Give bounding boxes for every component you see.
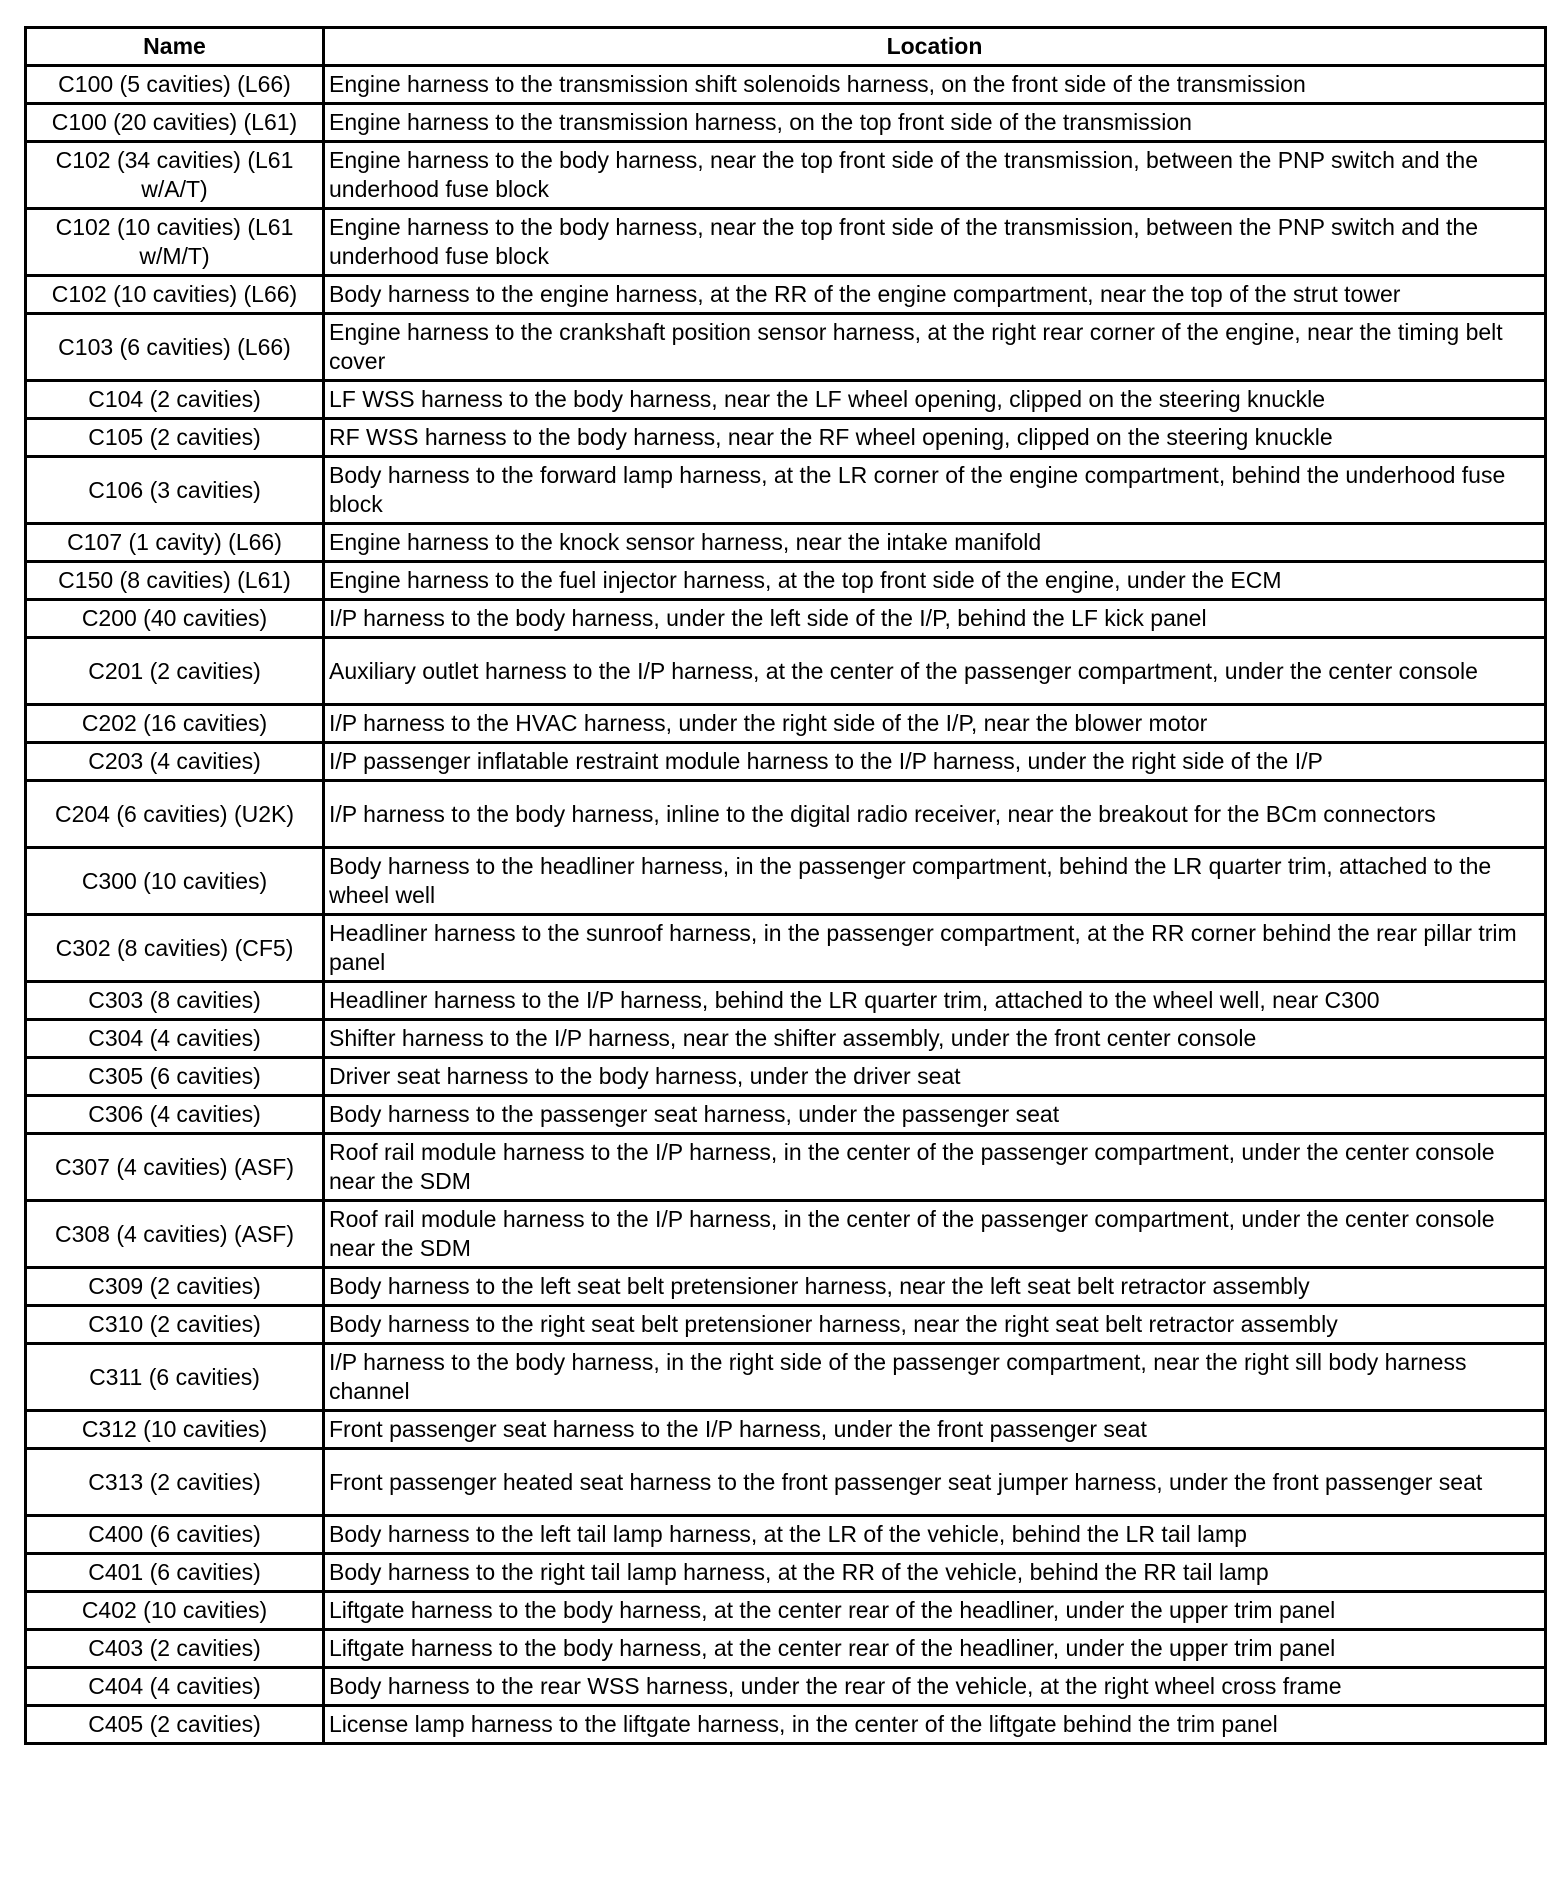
table-row <box>26 562 1546 600</box>
connector-location-cell: Liftgate harness to the body harness, at the center rear of the headliner, under the upper trim panel <box>324 1592 1546 1630</box>
table-row <box>26 638 1546 705</box>
connector-location-cell: Engine harness to the body harness, near the top front side of the transmission, between the PNP switch and the underhood fuse block <box>324 142 1546 209</box>
connector-name-cell: C309 (2 cavities) <box>26 1268 324 1306</box>
connector-location-cell: Engine harness to the knock sensor harness, near the intake manifold <box>324 524 1546 562</box>
header-name: Name <box>26 28 324 66</box>
connector-location-cell: Body harness to the right seat belt pretensioner harness, near the right seat belt retractor assembly <box>324 1306 1546 1344</box>
connector-location-cell: Liftgate harness to the body harness, at the center rear of the headliner, under the upper trim panel <box>324 1630 1546 1668</box>
connector-location-cell: Headliner harness to the sunroof harness, in the passenger compartment, at the RR corner behind the rear pillar trim panel <box>324 915 1546 982</box>
connector-name-cell: C304 (4 cavities) <box>26 1020 324 1058</box>
connector-name-cell: C405 (2 cavities) <box>26 1706 324 1744</box>
connector-location-cell: Headliner harness to the I/P harness, behind the LR quarter trim, attached to the wheel well, near C300 <box>324 982 1546 1020</box>
connector-name-cell: C310 (2 cavities) <box>26 1306 324 1344</box>
table-row <box>26 1058 1546 1096</box>
connector-location-cell: Front passenger seat harness to the I/P harness, under the front passenger seat <box>324 1411 1546 1449</box>
connector-name-cell: C102 (10 cavities) (L66) <box>26 276 324 314</box>
table-row <box>26 66 1546 104</box>
table-row <box>26 457 1546 524</box>
connector-location-cell: I/P harness to the body harness, in the right side of the passenger compartment, near the right sill body harness channel <box>324 1344 1546 1411</box>
connector-location-cell: Engine harness to the transmission harness, on the top front side of the transmission <box>324 104 1546 142</box>
connector-name-cell: C100 (5 cavities) (L66) <box>26 66 324 104</box>
connector-name-cell: C104 (2 cavities) <box>26 381 324 419</box>
table-row <box>26 1096 1546 1134</box>
connector-location-cell: Body harness to the left tail lamp harness, at the LR of the vehicle, behind the LR tail lamp <box>324 1516 1546 1554</box>
table-row <box>26 1201 1546 1268</box>
connector-name-cell: C401 (6 cavities) <box>26 1554 324 1592</box>
table-row <box>26 209 1546 276</box>
table-row <box>26 276 1546 314</box>
table-header <box>26 28 1546 66</box>
connector-name-cell: C200 (40 cavities) <box>26 600 324 638</box>
table-row <box>26 381 1546 419</box>
table-row <box>26 419 1546 457</box>
connector-name-cell: C105 (2 cavities) <box>26 419 324 457</box>
table-row <box>26 1592 1546 1630</box>
table-row <box>26 781 1546 848</box>
header-row <box>26 28 1546 66</box>
table-row <box>26 1449 1546 1516</box>
connector-name-cell: C308 (4 cavities) (ASF) <box>26 1201 324 1268</box>
connector-name-cell: C312 (10 cavities) <box>26 1411 324 1449</box>
connector-location-cell: Auxiliary outlet harness to the I/P harness, at the center of the passenger compartment, under the center console <box>324 638 1546 705</box>
table-row <box>26 104 1546 142</box>
connector-name-cell: C400 (6 cavities) <box>26 1516 324 1554</box>
header-location: Location <box>324 28 1546 66</box>
connector-location-cell: Engine harness to the body harness, near the top front side of the transmission, between the PNP switch and the underhood fuse block <box>324 209 1546 276</box>
connector-location-cell: Engine harness to the fuel injector harness, at the top front side of the engine, under the ECM <box>324 562 1546 600</box>
connector-location-cell: Engine harness to the crankshaft position sensor harness, at the right rear corner of the engine, near the timing belt cover <box>324 314 1546 381</box>
table-row <box>26 1306 1546 1344</box>
connector-name-cell: C404 (4 cavities) <box>26 1668 324 1706</box>
connector-name-cell: C303 (8 cavities) <box>26 982 324 1020</box>
table-row <box>26 848 1546 915</box>
connector-location-cell: I/P passenger inflatable restraint module harness to the I/P harness, under the right side of the I/P <box>324 743 1546 781</box>
table-row <box>26 600 1546 638</box>
connector-name-cell: C103 (6 cavities) (L66) <box>26 314 324 381</box>
connector-location-cell: Body harness to the rear WSS harness, under the rear of the vehicle, at the right wheel cross frame <box>324 1668 1546 1706</box>
connector-name-cell: C313 (2 cavities) <box>26 1449 324 1516</box>
connector-name-cell: C402 (10 cavities) <box>26 1592 324 1630</box>
table-row <box>26 1630 1546 1668</box>
connector-location-cell: Engine harness to the transmission shift solenoids harness, on the front side of the transmission <box>324 66 1546 104</box>
connector-name-cell: C203 (4 cavities) <box>26 743 324 781</box>
connector-name-cell: C302 (8 cavities) (CF5) <box>26 915 324 982</box>
table-row <box>26 743 1546 781</box>
table-row <box>26 1020 1546 1058</box>
connector-name-cell: C201 (2 cavities) <box>26 638 324 705</box>
table-row <box>26 1516 1546 1554</box>
connector-location-cell: I/P harness to the HVAC harness, under the right side of the I/P, near the blower motor <box>324 705 1546 743</box>
connector-location-cell: RF WSS harness to the body harness, near the RF wheel opening, clipped on the steering knuckle <box>324 419 1546 457</box>
connector-table-container <box>24 26 1544 1745</box>
connector-location-cell: I/P harness to the body harness, inline to the digital radio receiver, near the breakout for the BCm connectors <box>324 781 1546 848</box>
table-row <box>26 1554 1546 1592</box>
connector-location-cell: Roof rail module harness to the I/P harness, in the center of the passenger compartment, under the center console near the SDM <box>324 1134 1546 1201</box>
connector-name-cell: C202 (16 cavities) <box>26 705 324 743</box>
connector-name-cell: C204 (6 cavities) (U2K) <box>26 781 324 848</box>
table-row <box>26 1344 1546 1411</box>
connector-location-cell: Body harness to the passenger seat harness, under the passenger seat <box>324 1096 1546 1134</box>
table-row <box>26 705 1546 743</box>
connector-location-cell: Body harness to the engine harness, at the RR of the engine compartment, near the top of the strut tower <box>324 276 1546 314</box>
table-row <box>26 1668 1546 1706</box>
table-row <box>26 524 1546 562</box>
connector-name-cell: C307 (4 cavities) (ASF) <box>26 1134 324 1201</box>
table-row <box>26 314 1546 381</box>
connector-location-cell: Body harness to the right tail lamp harness, at the RR of the vehicle, behind the RR tail lamp <box>324 1554 1546 1592</box>
connector-location-cell: I/P harness to the body harness, under the left side of the I/P, behind the LF kick panel <box>324 600 1546 638</box>
connector-location-cell: Front passenger heated seat harness to the front passenger seat jumper harness, under the front passenger seat <box>324 1449 1546 1516</box>
connector-name-cell: C102 (10 cavities) (L61 w/M/T) <box>26 209 324 276</box>
table-row <box>26 1134 1546 1201</box>
table-row <box>26 142 1546 209</box>
connector-location-table <box>24 26 1547 1745</box>
connector-location-cell: LF WSS harness to the body harness, near the LF wheel opening, clipped on the steering knuckle <box>324 381 1546 419</box>
connector-location-cell: Shifter harness to the I/P harness, near the shifter assembly, under the front center console <box>324 1020 1546 1058</box>
connector-name-cell: C107 (1 cavity) (L66) <box>26 524 324 562</box>
connector-name-cell: C106 (3 cavities) <box>26 457 324 524</box>
table-row <box>26 1706 1546 1744</box>
connector-location-cell: Body harness to the forward lamp harness, at the LR corner of the engine compartment, behind the underhood fuse block <box>324 457 1546 524</box>
table-body <box>26 66 1546 1744</box>
connector-name-cell: C150 (8 cavities) (L61) <box>26 562 324 600</box>
table-row <box>26 1268 1546 1306</box>
connector-location-cell: Body harness to the headliner harness, in the passenger compartment, behind the LR quarter trim, attached to the wheel well <box>324 848 1546 915</box>
connector-name-cell: C102 (34 cavities) (L61 w/A/T) <box>26 142 324 209</box>
connector-location-cell: License lamp harness to the liftgate harness, in the center of the liftgate behind the trim panel <box>324 1706 1546 1744</box>
connector-location-cell: Driver seat harness to the body harness, under the driver seat <box>324 1058 1546 1096</box>
connector-name-cell: C306 (4 cavities) <box>26 1096 324 1134</box>
connector-location-cell: Body harness to the left seat belt pretensioner harness, near the left seat belt retractor assembly <box>324 1268 1546 1306</box>
connector-name-cell: C100 (20 cavities) (L61) <box>26 104 324 142</box>
connector-name-cell: C403 (2 cavities) <box>26 1630 324 1668</box>
table-row <box>26 982 1546 1020</box>
connector-name-cell: C305 (6 cavities) <box>26 1058 324 1096</box>
connector-name-cell: C311 (6 cavities) <box>26 1344 324 1411</box>
connector-name-cell: C300 (10 cavities) <box>26 848 324 915</box>
table-row <box>26 915 1546 982</box>
table-row <box>26 1411 1546 1449</box>
connector-location-cell: Roof rail module harness to the I/P harness, in the center of the passenger compartment, under the center console near the SDM <box>324 1201 1546 1268</box>
